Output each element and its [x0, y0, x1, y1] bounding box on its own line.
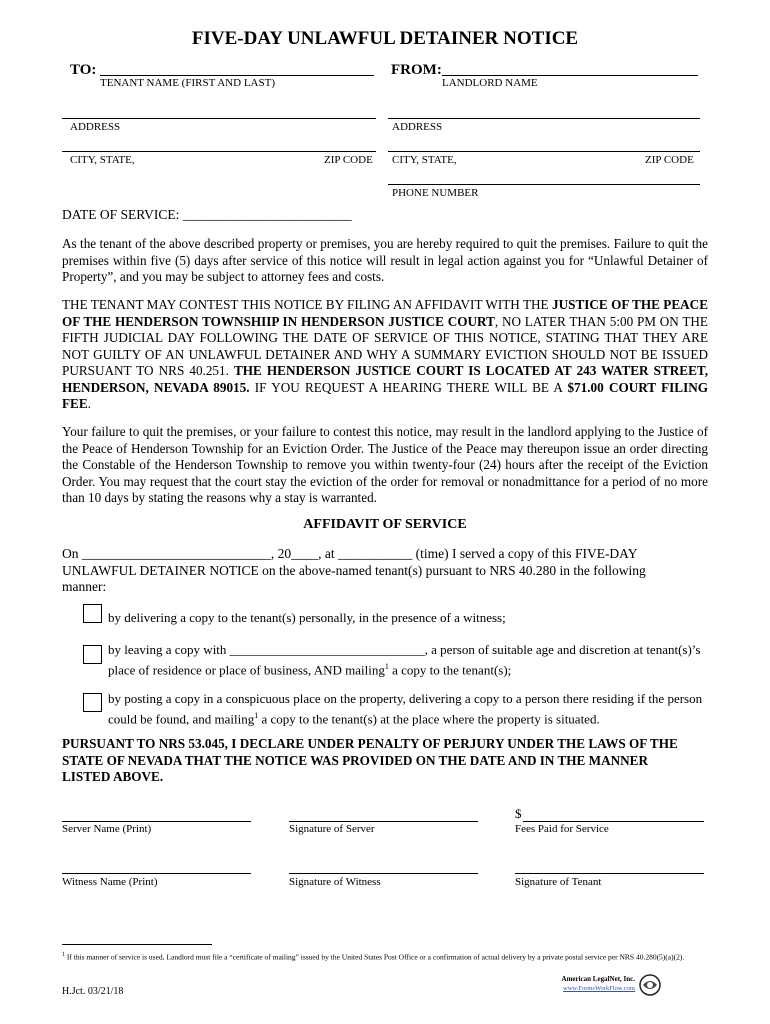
p2-a: THE TENANT MAY CONTEST THIS NOTICE BY FILING AN AFFIDAVIT WITH THE — [62, 297, 552, 312]
p2-court-name: JUSTICE OF THE PEACE OF THE HENDERSON TOWNSHIIP IN HENDERSON JUSTICE COURT — [62, 297, 708, 329]
tenant-signature-label: Signature of Tenant — [515, 876, 602, 888]
tenant-address-label: ADDRESS — [70, 121, 121, 133]
landlord-city-line[interactable] — [388, 151, 700, 152]
footnote-divider — [62, 944, 212, 945]
tenant-signature-line[interactable] — [515, 873, 704, 874]
notice-paragraph-1: As the tenant of the above described property or premises, you are hereby required to quit the premises. Failure to quit the premises within five (5) days after service of this notice will result in legal action against you for “Unlawful Detainer of Property”, and you may be subject to attorney fees and costs. — [62, 236, 708, 284]
landlord-phone-line[interactable] — [388, 184, 700, 185]
option-3-footnote-ref: 1 — [254, 710, 259, 720]
option-2-footnote-ref: 1 — [384, 661, 389, 671]
option-2-text — [108, 642, 708, 678]
witness-signature-label: Signature of Witness — [289, 876, 381, 888]
tenant-name-line[interactable] — [100, 75, 374, 76]
logo-url[interactable]: www.FormsWorkFlow.com — [563, 985, 635, 992]
affidavit-heading: AFFIDAVIT OF SERVICE — [303, 517, 467, 532]
landlord-address-line[interactable] — [388, 118, 700, 119]
p2-court-address: THE HENDERSON JUSTICE COURT IS LOCATED AT 243 WATER STREET, HENDERSON, NEVADA 89015. — [62, 363, 708, 395]
server-name-line[interactable] — [62, 821, 251, 822]
to-label: TO: — [70, 62, 97, 78]
landlord-address-label: ADDRESS — [392, 121, 443, 133]
witness-name-label: Witness Name (Print) — [62, 876, 158, 888]
globe-icon — [639, 974, 661, 996]
footnote-text: If this manner of service is used, Landlord must file a “certificate of mailing” issued by the United States Post Office or a confirmation of actual delivery by a private postal service per NRS 40.280(5)(a)(2). — [65, 952, 685, 962]
option-3-checkbox[interactable] — [83, 693, 102, 712]
affidavit-intro: On ____________________________, 20____, at ___________ (time) I served a copy of this FIVE-DAY UNLAWFUL DETAINER NOTICE on the above-named tenant(s) pursuant to NRS 40.280 in the following manner: — [62, 546, 646, 594]
tenant-zip-label: ZIP CODE — [324, 154, 373, 166]
witness-name-line[interactable] — [62, 873, 251, 874]
footnote — [62, 950, 710, 963]
date-of-service-label: DATE OF SERVICE: — [62, 207, 180, 222]
server-signature-label: Signature of Server — [289, 823, 375, 835]
date-of-service — [62, 207, 352, 223]
fees-dollar-sign: $ — [515, 806, 522, 821]
option-2-text-a: by leaving a copy with ______________________________, a person of suitable age and discretion at tenant(s)’s place of residence or place of business, AND mailing — [108, 642, 701, 677]
tenant-name-label: TENANT NAME (FIRST AND LAST) — [100, 77, 275, 89]
p2-e: IF YOU REQUEST A HEARING THERE WILL BE A — [249, 379, 568, 395]
fees-label: Fees Paid for Service — [515, 823, 609, 835]
option-3-text-b: a copy to the tenant(s) at the place where the property is situated. — [258, 710, 600, 726]
p2-c: , NO LATER THAN 5:00 PM ON THE FIFTH JUDICIAL DAY FOLLOWING THE DATE OF SERVICE OF THIS NOTICE, STATING THAT THEY ARE NOT GUILTY OF AN UNLAWFUL DETAINER AND WHY A SUMMARY EVICTION SHOULD NOT BE ISSUED PURSUANT TO NRS 40.251. — [62, 313, 708, 378]
option-3-text — [108, 691, 708, 727]
landlord-name-label: LANDLORD NAME — [442, 77, 538, 89]
notice-paragraph-2 — [62, 297, 708, 413]
witness-signature-line[interactable] — [289, 873, 478, 874]
landlord-name-line[interactable] — [442, 75, 698, 76]
footnote-number: 1 — [62, 952, 65, 958]
p2-filing-fee: $71.00 COURT FILING FEE — [62, 379, 708, 411]
legalnet-logo — [543, 973, 661, 1001]
p2-g: . — [87, 396, 91, 411]
tenant-city-label: CITY, STATE, — [70, 154, 135, 166]
tenant-city-line[interactable] — [62, 151, 376, 152]
landlord-phone-label: PHONE NUMBER — [392, 187, 479, 199]
declaration: PURSUANT TO NRS 53.045, I DECLARE UNDER PENALTY OF PERJURY UNDER THE LAWS OF THE STATE OF NEVADA THAT THE NOTICE WAS PROVIDED ON THE DATE AND IN THE MANNER LISTED ABOVE. — [62, 736, 678, 784]
landlord-zip-label: ZIP CODE — [645, 154, 694, 166]
from-label: FROM: — [391, 62, 442, 78]
option-1-checkbox[interactable] — [83, 604, 102, 623]
notice-paragraph-3: Your failure to quit the premises, or your failure to contest this notice, may result in the landlord applying to the Justice of the Peace of Henderson Township for an Eviction Order. The Justice of the Peace may thereupon issue an order directing the Constable of the Henderson Township to remove you within twenty-four (24) hours after the receipt of the Eviction Order. You may request that the court stay the eviction of the order for removal or nonadmittance for a period of no more than 10 days by stating the reasons why a stay is warranted. — [62, 424, 708, 505]
option-2-text-b: a copy to the tenant(s); — [388, 661, 512, 677]
option-2-checkbox[interactable] — [83, 645, 102, 664]
tenant-address-line[interactable] — [62, 118, 376, 119]
date-of-service-field[interactable]: _________________________ — [182, 207, 352, 222]
logo-name: American LegalNet, Inc. — [561, 975, 635, 983]
landlord-city-label: CITY, STATE, — [392, 154, 457, 166]
server-name-label: Server Name (Print) — [62, 823, 152, 835]
page-title: FIVE-DAY UNLAWFUL DETAINER NOTICE — [191, 28, 579, 49]
form-id: H.Jct. 03/21/18 — [62, 986, 124, 997]
option-1-text: by delivering a copy to the tenant(s) personally, in the presence of a witness; — [108, 610, 506, 625]
server-signature-line[interactable] — [289, 821, 478, 822]
fees-line[interactable] — [523, 821, 704, 822]
option-3-text-a: by posting a copy in a conspicuous place on the property, delivering a copy to a person there residing if the person could be found, and mailing — [108, 691, 703, 726]
